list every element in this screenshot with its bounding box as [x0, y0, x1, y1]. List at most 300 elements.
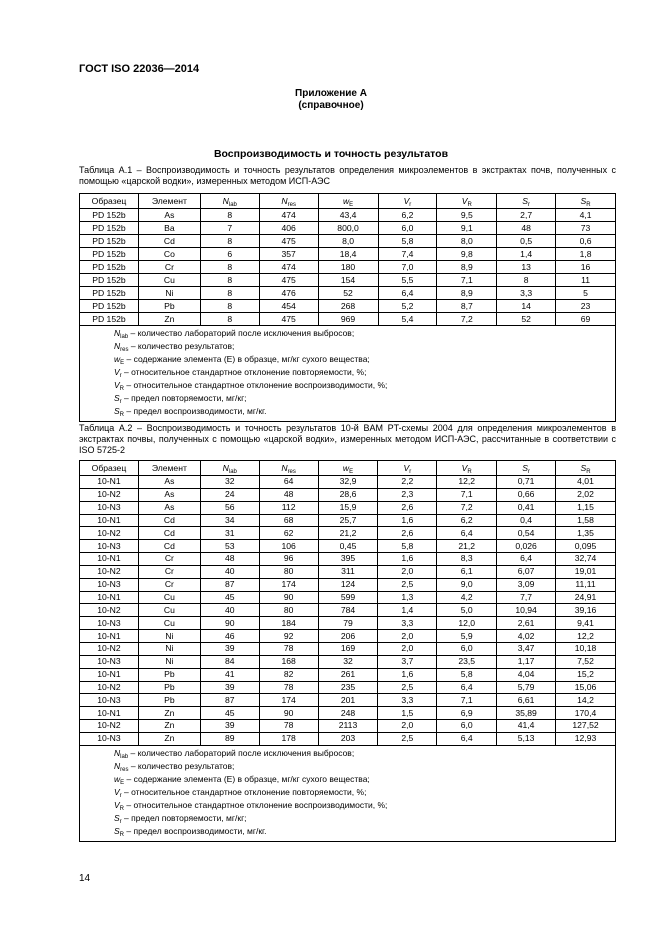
table-cell: Zn: [138, 720, 200, 733]
table-cell: 92: [259, 630, 318, 643]
table-row: [80, 642, 616, 655]
table-cell: 8: [200, 274, 259, 287]
table-cell: 2,6: [378, 501, 437, 514]
table-cell: 40: [200, 565, 259, 578]
table-cell: 5,8: [437, 668, 497, 681]
table-cell: 62: [259, 527, 318, 540]
table-cell: 180: [318, 261, 378, 274]
table-cell: 1,6: [378, 553, 437, 566]
note-symbol: V: [114, 799, 120, 810]
table-cell: 35,89: [497, 707, 556, 720]
legend-note: [114, 800, 611, 813]
note-subscript: R: [119, 386, 125, 392]
table-cell: 79: [318, 617, 378, 630]
table-cell: 0,095: [556, 540, 616, 553]
table-cell: As: [138, 209, 200, 222]
col-header-sR: [556, 194, 616, 209]
legend-note: [114, 380, 611, 393]
table-cell: 2,5: [378, 732, 437, 745]
table-cell: 6,4: [378, 287, 437, 300]
table-cell: 12,2: [556, 630, 616, 643]
note-subscript: r: [119, 399, 122, 405]
table-cell: 23: [556, 300, 616, 313]
col-header-vR: [437, 194, 497, 209]
note-text: – содержание элемента (E) в образце, мг/кг сухого вещества;: [124, 354, 370, 364]
table-cell: 1,4: [378, 604, 437, 617]
table-cell: 87: [200, 694, 259, 707]
table1-caption: Таблица А.1 – Воспроизводимость и точность результатов определения микроэлементов в экстрактах почв, полученных с помощью «царской водки», измеренных методом ИСП-АЭС: [79, 165, 616, 186]
table-cell: 2,5: [378, 681, 437, 694]
note-subscript: r: [119, 792, 122, 799]
table-cell: 3,09: [497, 578, 556, 591]
table-cell: 5,8: [378, 540, 437, 553]
table-cell: 6,9: [437, 707, 497, 720]
table-cell: 10-N1: [80, 591, 139, 604]
table-row: [80, 274, 616, 287]
table-cell: 261: [318, 668, 378, 681]
table-cell: 43,4: [318, 209, 378, 222]
table-cell: 7,2: [437, 501, 497, 514]
table-cell: 40: [200, 604, 259, 617]
note-symbol: N: [114, 760, 121, 771]
table-cell: 39: [200, 720, 259, 733]
table-row: [80, 553, 616, 566]
table-cell: 89: [200, 732, 259, 745]
note-symbol: V: [114, 786, 120, 797]
table-cell: 53: [200, 540, 259, 553]
note-symbol: S: [114, 393, 120, 403]
table-cell: 78: [259, 681, 318, 694]
note-subscript: R: [119, 831, 125, 838]
table-cell: 96: [259, 553, 318, 566]
table-cell: Pb: [138, 681, 200, 694]
table-cell: 1,5: [378, 707, 437, 720]
table-cell: 8,0: [318, 235, 378, 248]
table-cell: 7,4: [378, 248, 437, 261]
table-row: [80, 488, 616, 501]
note-symbol: S: [114, 825, 120, 836]
table-cell: 48: [259, 488, 318, 501]
table-row: [80, 514, 616, 527]
table-cell: 0,026: [497, 540, 556, 553]
table-row: [80, 540, 616, 553]
table-cell: 7,1: [437, 694, 497, 707]
table-cell: 56: [200, 501, 259, 514]
table-cell: 52: [318, 287, 378, 300]
note-text: – предел повторяемости, мг/кг;: [121, 393, 247, 403]
table-cell: 7,1: [437, 488, 497, 501]
nlab-symbol: N: [222, 463, 229, 473]
note-text: – предел повторяемости, мг/кг;: [121, 812, 247, 823]
table-cell: 52: [497, 313, 556, 326]
table-row: [80, 501, 616, 514]
table-row: [80, 287, 616, 300]
note-symbol: S: [114, 406, 120, 416]
table-cell: 15,06: [556, 681, 616, 694]
table-row: [80, 668, 616, 681]
note-text: – количество результатов;: [128, 341, 235, 351]
table-cell: 19,01: [556, 565, 616, 578]
nres-subscript: res: [287, 202, 296, 208]
table-cell: 311: [318, 565, 378, 578]
table-cell: 39,16: [556, 604, 616, 617]
note-subscript: E: [120, 360, 125, 366]
col-header-nlab: [200, 194, 259, 209]
table-row: [80, 261, 616, 274]
vr-subscript: r: [409, 202, 412, 208]
table-cell: 6,4: [437, 732, 497, 745]
table-cell: 34: [200, 514, 259, 527]
table-cell: 800,0: [318, 222, 378, 235]
col-header-sr: [497, 461, 556, 476]
table-cell: 78: [259, 720, 318, 733]
table-row: [80, 527, 616, 540]
table-cell: 1,6: [378, 668, 437, 681]
col-header-vR: [437, 461, 497, 476]
note-symbol: w: [114, 354, 121, 364]
table-cell: 9,41: [556, 617, 616, 630]
table-cell: 10-N3: [80, 540, 139, 553]
legend-note: [114, 393, 611, 406]
note-text: – предел воспроизводимости, мг/кг.: [124, 406, 267, 416]
table-cell: Ni: [138, 630, 200, 643]
table-cell: 174: [259, 578, 318, 591]
table-cell: 475: [259, 313, 318, 326]
note-text: – содержание элемента (E) в образце, мг/кг сухого вещества;: [124, 773, 370, 784]
table-cell: PD 152b: [80, 300, 139, 313]
table-cell: Co: [138, 248, 200, 261]
table-cell: 3,47: [497, 642, 556, 655]
legend-note: [114, 774, 611, 787]
sR-subscript: R: [586, 202, 591, 208]
table-cell: 599: [318, 591, 378, 604]
table-cell: 184: [259, 617, 318, 630]
vR-symbol: V: [461, 196, 468, 206]
table-cell: 90: [200, 617, 259, 630]
note-text: – относительное стандартное отклонение воспроизводимости, %;: [124, 380, 388, 390]
table-cell: 5,8: [378, 235, 437, 248]
table-cell: Cu: [138, 274, 200, 287]
table-cell: 0,54: [497, 527, 556, 540]
table-cell: 12,0: [437, 617, 497, 630]
col-header-nres: [259, 194, 318, 209]
table-cell: 32,9: [318, 476, 378, 489]
table-cell: 18,4: [318, 248, 378, 261]
table-cell: 6,0: [437, 642, 497, 655]
vr-subscript: r: [409, 469, 412, 475]
table-cell: 90: [259, 707, 318, 720]
table-cell: 1,15: [556, 501, 616, 514]
table-cell: 23,5: [437, 655, 497, 668]
vr-symbol: V: [403, 196, 410, 206]
table-cell: 80: [259, 604, 318, 617]
table-cell: Cu: [138, 617, 200, 630]
table-cell: 41,4: [497, 720, 556, 733]
table-cell: 6,0: [378, 222, 437, 235]
sr-subscript: r: [528, 202, 531, 208]
we-subscript: E: [349, 202, 354, 208]
col-header-sample: Образец: [80, 194, 139, 209]
table-cell: 268: [318, 300, 378, 313]
table-cell: 2,0: [378, 642, 437, 655]
table-cell: 32: [200, 476, 259, 489]
table-cell: 248: [318, 707, 378, 720]
note-symbol: N: [114, 328, 121, 338]
table-cell: 5,9: [437, 630, 497, 643]
table-row: [80, 235, 616, 248]
table-cell: Cu: [138, 604, 200, 617]
table-cell: 8: [200, 313, 259, 326]
table-cell: 80: [259, 565, 318, 578]
note-symbol: V: [114, 367, 120, 377]
document-code: ГОСТ ISO 22036—2014: [79, 63, 200, 75]
table-cell: 170,4: [556, 707, 616, 720]
table-cell: As: [138, 488, 200, 501]
table-cell: 10-N2: [80, 488, 139, 501]
legend-note: [114, 748, 611, 761]
note-text: – предел воспроизводимости, мг/кг.: [124, 825, 267, 836]
col-header-vr: [378, 461, 437, 476]
table-cell: 11: [556, 274, 616, 287]
table-cell: 4,2: [437, 591, 497, 604]
table-cell: 3,3: [378, 617, 437, 630]
note-text: – относительное стандартное отклонение воспроизводимости, %;: [124, 799, 388, 810]
we-symbol: w: [342, 196, 350, 206]
table-cell: PD 152b: [80, 274, 139, 287]
vr-symbol: V: [403, 463, 410, 473]
table1-body: [80, 209, 616, 326]
table-cell: 10-N1: [80, 707, 139, 720]
table-cell: As: [138, 476, 200, 489]
table-cell: 1,8: [556, 248, 616, 261]
col-header-we: [318, 194, 378, 209]
table-cell: Zn: [138, 732, 200, 745]
table-cell: 4,02: [497, 630, 556, 643]
table-cell: 9,0: [437, 578, 497, 591]
table-cell: 474: [259, 209, 318, 222]
table-cell: 2,7: [497, 209, 556, 222]
table-cell: 14,2: [556, 694, 616, 707]
legend-note: [114, 341, 611, 354]
we-subscript: E: [349, 469, 354, 475]
table-cell: 7,52: [556, 655, 616, 668]
note-text: – количество лабораторий после исключения выбросов;: [128, 747, 355, 758]
table-cell: 8: [200, 209, 259, 222]
table-cell: 10-N1: [80, 668, 139, 681]
table-cell: 2,2: [378, 476, 437, 489]
table-cell: 6,61: [497, 694, 556, 707]
col-header-element: Элемент: [138, 194, 200, 209]
nres-symbol: N: [281, 196, 288, 206]
col-header-vr: [378, 194, 437, 209]
table-row: [80, 578, 616, 591]
table-row: [80, 300, 616, 313]
table-cell: 46: [200, 630, 259, 643]
note-subscript: R: [119, 805, 125, 812]
table-cell: 13: [497, 261, 556, 274]
table-cell: 10-N3: [80, 732, 139, 745]
table-cell: 0,41: [497, 501, 556, 514]
table-cell: 127,52: [556, 720, 616, 733]
table-cell: 106: [259, 540, 318, 553]
table-cell: 174: [259, 694, 318, 707]
note-subscript: lab: [120, 334, 129, 340]
table-cell: 10-N1: [80, 553, 139, 566]
col-header-we: [318, 461, 378, 476]
table-row: [80, 707, 616, 720]
table-cell: 0,6: [556, 235, 616, 248]
legend-note: [114, 787, 611, 800]
table-cell: 11,11: [556, 578, 616, 591]
note-symbol: V: [114, 380, 120, 390]
table-cell: 15,2: [556, 668, 616, 681]
table-cell: Ba: [138, 222, 200, 235]
table-cell: 7: [200, 222, 259, 235]
table-cell: 6: [200, 248, 259, 261]
table-cell: 90: [259, 591, 318, 604]
table-cell: 1,6: [378, 514, 437, 527]
appendix-heading: [0, 88, 662, 112]
table-cell: 32: [318, 655, 378, 668]
table-cell: Zn: [138, 313, 200, 326]
table-cell: 2,0: [378, 720, 437, 733]
table-cell: 1,58: [556, 514, 616, 527]
table-cell: 6,4: [437, 681, 497, 694]
table-cell: 39: [200, 642, 259, 655]
table-cell: 0,71: [497, 476, 556, 489]
section-title: Воспроизводимость и точность результатов: [213, 148, 449, 160]
table-row: [80, 222, 616, 235]
legend-note: [114, 406, 611, 419]
table-cell: 6,1: [437, 565, 497, 578]
table-cell: 9,8: [437, 248, 497, 261]
table-cell: 8: [497, 274, 556, 287]
table-cell: 45: [200, 707, 259, 720]
table-cell: As: [138, 501, 200, 514]
table-row: [80, 209, 616, 222]
legend-note: [114, 367, 611, 380]
table-cell: 3,3: [497, 287, 556, 300]
table-cell: 206: [318, 630, 378, 643]
table-cell: PD 152b: [80, 222, 139, 235]
table-cell: 168: [259, 655, 318, 668]
table-cell: 1,3: [378, 591, 437, 604]
table-cell: 969: [318, 313, 378, 326]
table-cell: 154: [318, 274, 378, 287]
table-cell: 9,5: [437, 209, 497, 222]
table-cell: Zn: [138, 707, 200, 720]
table1-header-row: [80, 194, 616, 209]
table-cell: 2,0: [378, 565, 437, 578]
note-subscript: r: [119, 818, 122, 825]
sr-symbol: S: [522, 196, 529, 206]
table-cell: 21,2: [318, 527, 378, 540]
table-cell: 235: [318, 681, 378, 694]
note-text: – количество результатов;: [128, 760, 235, 771]
table-row: [80, 313, 616, 326]
table-row: [80, 248, 616, 261]
nlab-subscript: lab: [228, 469, 237, 475]
table-cell: 8,9: [437, 261, 497, 274]
table-cell: 1,4: [497, 248, 556, 261]
note-subscript: lab: [120, 753, 129, 760]
note-symbol: N: [114, 341, 121, 351]
table-cell: 78: [259, 642, 318, 655]
table-cell: Pb: [138, 300, 200, 313]
table-cell: 10-N1: [80, 630, 139, 643]
table-row: [80, 655, 616, 668]
col-header-nlab: [200, 461, 259, 476]
table-cell: 1,17: [497, 655, 556, 668]
table-cell: 112: [259, 501, 318, 514]
table-cell: 10-N3: [80, 578, 139, 591]
table-cell: 84: [200, 655, 259, 668]
table-cell: 12,93: [556, 732, 616, 745]
appendix-subtitle: (справочное): [298, 100, 364, 111]
table-cell: PD 152b: [80, 248, 139, 261]
table-cell: Cd: [138, 514, 200, 527]
table-cell: 10-N2: [80, 720, 139, 733]
table-cell: 395: [318, 553, 378, 566]
table-cell: 41: [200, 668, 259, 681]
note-subscript: r: [119, 373, 122, 379]
table-cell: 68: [259, 514, 318, 527]
vR-subscript: R: [467, 202, 472, 208]
table-cell: 2,02: [556, 488, 616, 501]
table-cell: 0,4: [497, 514, 556, 527]
table-cell: 2113: [318, 720, 378, 733]
table-cell: 178: [259, 732, 318, 745]
table-cell: 7,2: [437, 313, 497, 326]
table-cell: 8: [200, 235, 259, 248]
note-subscript: E: [120, 779, 125, 786]
table-cell: 6,4: [497, 553, 556, 566]
table-cell: 5,0: [437, 604, 497, 617]
note-symbol: S: [114, 812, 120, 823]
legend-note: [114, 813, 611, 826]
table-cell: 10-N2: [80, 604, 139, 617]
vR-subscript: R: [467, 469, 472, 475]
table-row: [80, 732, 616, 745]
table-cell: 8,9: [437, 287, 497, 300]
note-text: – количество лабораторий после исключения выбросов;: [128, 328, 355, 338]
table-cell: 0,5: [497, 235, 556, 248]
table-cell: 12,2: [437, 476, 497, 489]
table2: [79, 460, 616, 842]
table-cell: 64: [259, 476, 318, 489]
table-cell: 39: [200, 681, 259, 694]
legend-note: [114, 354, 611, 367]
table-cell: 5,4: [378, 313, 437, 326]
table-cell: 2,5: [378, 578, 437, 591]
table-cell: 5,2: [378, 300, 437, 313]
table-cell: 87: [200, 578, 259, 591]
table-row: [80, 591, 616, 604]
table-cell: Cd: [138, 527, 200, 540]
table-cell: 21,2: [437, 540, 497, 553]
table-cell: 8: [200, 300, 259, 313]
table-cell: PD 152b: [80, 313, 139, 326]
table-cell: 1,35: [556, 527, 616, 540]
table-cell: 10,18: [556, 642, 616, 655]
legend-note: [114, 761, 611, 774]
table-row: [80, 604, 616, 617]
table-cell: 28,6: [318, 488, 378, 501]
vR-symbol: V: [461, 463, 468, 473]
table-cell: 7,0: [378, 261, 437, 274]
table-cell: 475: [259, 235, 318, 248]
table-row: [80, 681, 616, 694]
